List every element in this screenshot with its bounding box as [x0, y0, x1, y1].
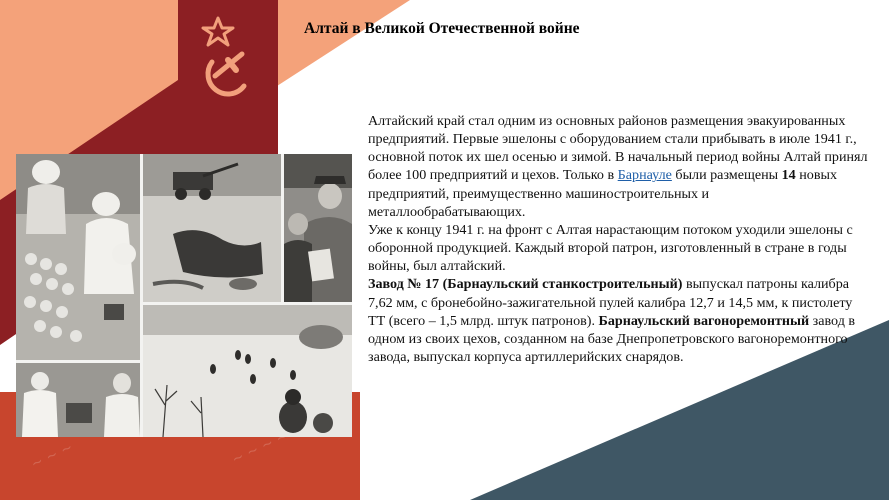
slide-title: Алтай в Великой Отечественной войне: [304, 20, 580, 37]
enterprise-count: 14: [781, 167, 796, 184]
factory-17-text: выпускал патроны калибра 7,62 мм, с бронебойно-зажигательной пулей калибра 12,7 и 14,5 мм, к пистолету ТТ (всего – 1,5 млрд. штук патронов).: [368, 276, 853, 329]
barnaul-link[interactable]: Барнауле: [617, 167, 672, 184]
evacuation-text-tail: новых предприятий, преимущественно машиностроительных и металлообрабатывающих.: [368, 167, 838, 220]
photo-factory-workers: [16, 154, 140, 360]
factory-17-name: Завод № 17 (Барнаульский станкостроительный): [368, 276, 683, 293]
hammer-sickle-icon: [198, 14, 254, 100]
paragraph-front-supply: Уже к концу 1941 г. на фронт с Алтая нарастающим потоком уходили эшелоны с оборонной продукцией. Каждый второй патрон, изготовленный в стране в годы войны, был алтайский.: [368, 221, 853, 275]
photo-collage: [16, 154, 352, 437]
railcar-plant-text: завод в одном из своих цехов, созданном на базе Днепропетровского вагоноремонтного завода, выпускал корпуса артиллерийских снарядов.: [368, 312, 856, 366]
evacuation-text-cont: были размещены: [671, 167, 782, 184]
evacuation-text: Алтайский край стал одним из основных районов размещения эвакуированных предприятий. Первые эшелоны с оборудованием стали прибывать в июле 1941 г., основной поток их шел осенью и зимой. В начальный период войны Алтай принял более 100 предприятий и цехов. Только в: [368, 113, 868, 184]
railcar-plant-name: Барнаульский вагоноремонтный: [598, 312, 810, 329]
photo-battlefield: [143, 154, 281, 302]
main-text-block: [368, 112, 868, 366]
photo-winter-battle: [143, 305, 352, 437]
photo-medics: [16, 363, 140, 437]
paragraph-evacuation: [368, 112, 868, 221]
photo-soldiers: [284, 154, 352, 302]
paragraph-factories: [368, 275, 868, 366]
